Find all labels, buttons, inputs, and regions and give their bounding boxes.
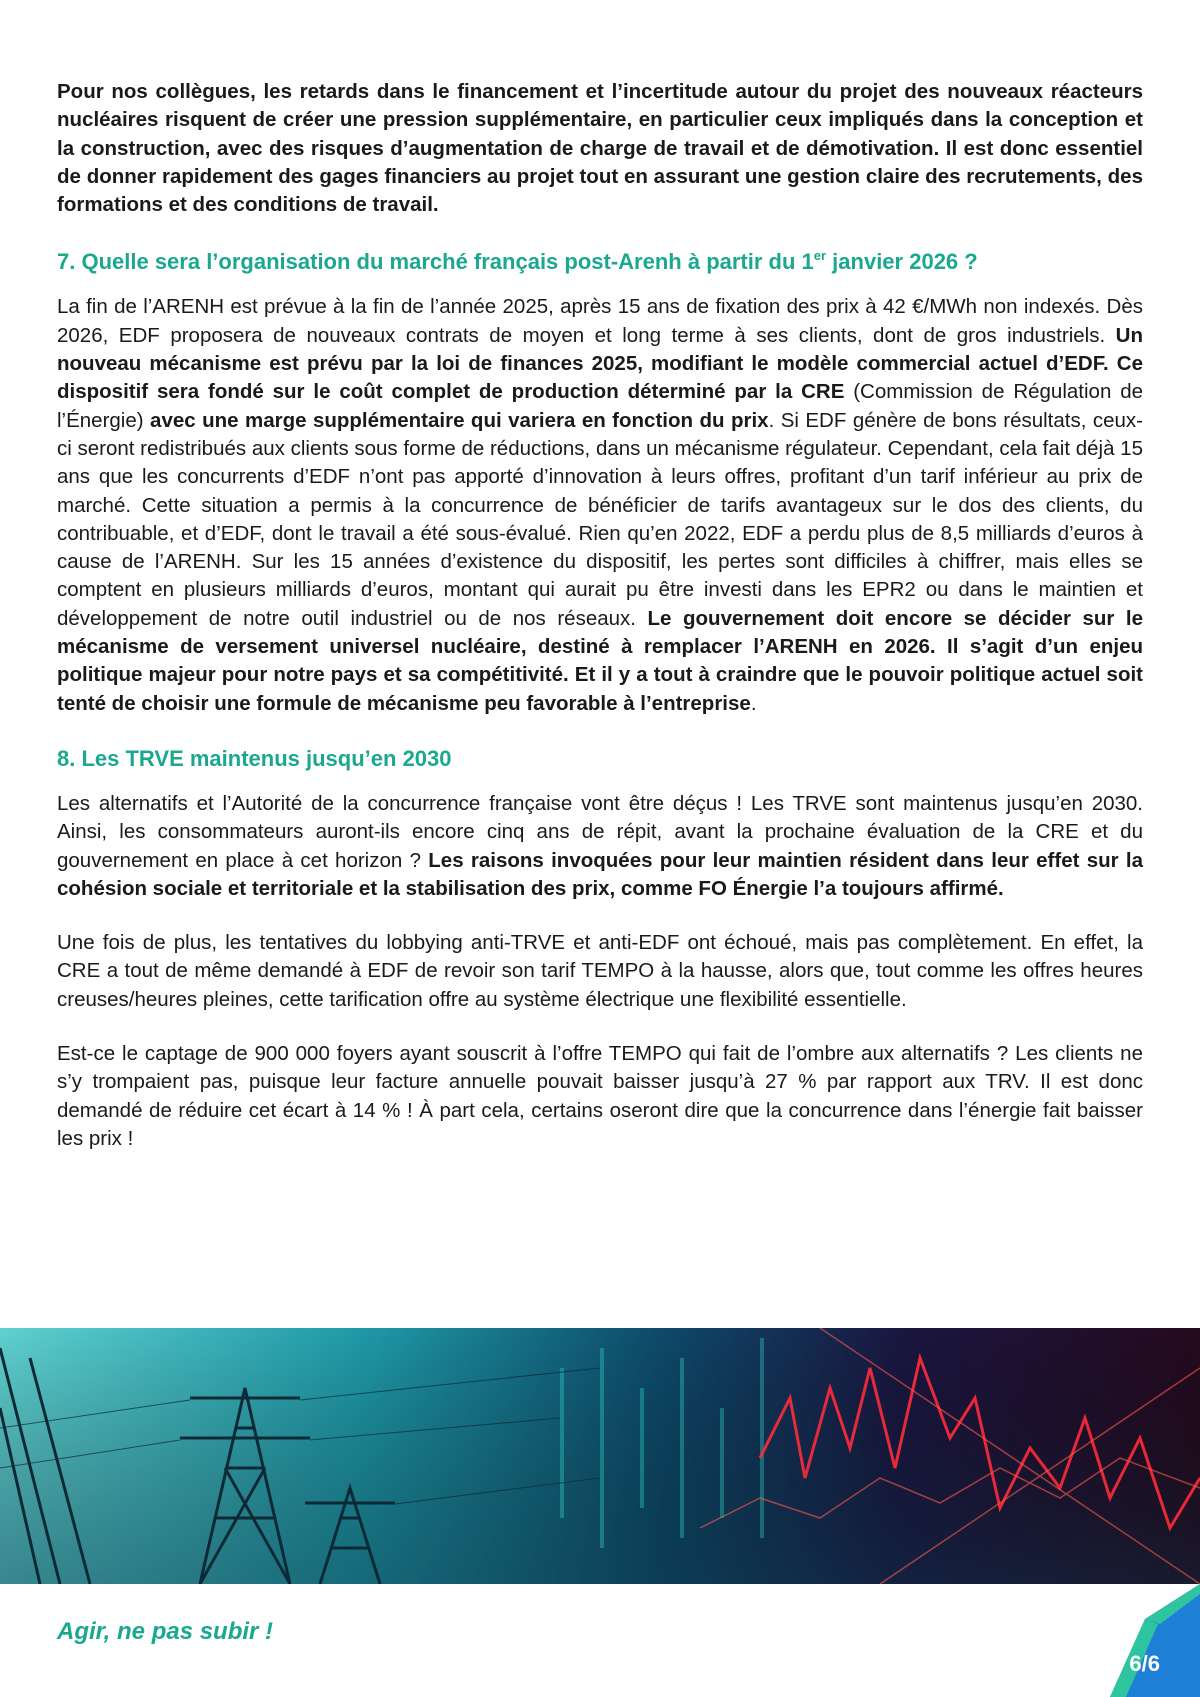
section-8-paragraph-2: Une fois de plus, les tentatives du lobbying anti-TRVE et anti-EDF ont échoué, mais pas complètement. En effet, la CRE a tout de même demandé à EDF de revoir son tarif TEMPO à la hausse, alors que, tout comme les offres heures creuses/heures pleines, cette tarification offre au système électrique une flexibilité essentielle. bbox=[57, 931, 1143, 1011]
section-8-paragraph-3: Est-ce le captage de 900 000 foyers ayant souscrit à l’offre TEMPO qui fait de l’ombre aux alternatifs ? Les clients ne s’y trompaient pas, puisque leur facture annuelle pouvait baisser jusqu’à 27 % par rapport aux TRV. Il est donc demandé de réduire cet écart à 14 % ! À part cela, certains oseront dire que la concurrence dans l’énergie fait baisser les prix ! bbox=[57, 1042, 1143, 1150]
section-8-title: 8. Les TRVE maintenus jusqu’en 2030 bbox=[57, 745, 452, 771]
section-7-title: 7. Quelle sera l’organisation du marché français post-Arenh à partir du 1er janvier 2026 ? bbox=[57, 248, 978, 275]
article-body bbox=[57, 78, 1143, 1153]
section-8-paragraph-1: Les alternatifs et l’Autorité de la concurrence française vont être déçus ! Les TRVE sont maintenus jusqu’en 2030. Ainsi, les consommateurs auront-ils encore cinq ans de répit, avant la prochaine évaluation de la CRE et du gouvernement en place à cet horizon ? Les raisons invoquées pour leur maintien résident dans leur effet sur la cohésion sociale et territoriale et la stabilisation des prix, comme FO Énergie l’a toujours affirmé. bbox=[57, 791, 1143, 900]
page-footer bbox=[0, 1584, 1200, 1697]
corner-decoration bbox=[1050, 1584, 1200, 1697]
energy-banner-image bbox=[0, 1328, 1200, 1584]
slogan: Agir, ne pas subir ! bbox=[57, 1618, 274, 1645]
section-7-paragraph: La fin de l’ARENH est prévue à la fin de l’année 2025, après 15 ans de fixation des prix à 42 €/MWh non indexés. Dès 2026, EDF proposera de nouveaux contrats de moyen et long terme à ses clients, dont de gros industriels. Un nouveau mécanisme est prévu par la loi de finances 2025, modifiant le modèle commercial actuel d’EDF. Ce dispositif sera fondé sur le coût complet de production déterminé par la CRE (Commission de Régulation de l’Énergie) avec une marge supplémentaire qui variera en fonction du prix. Si EDF génère de bons résultats, ceux-ci seront redistribués aux clients sous forme de réductions, dans un mécanisme régulateur. Cependant, cela fait déjà 15 ans que les concurrents d’EDF n’ont pas apporté d’innovation à leurs offres, profitant d’un tarif inférieur au prix de marché. Cette situation a permis à la concurrence de bénéficier de tarifs avantageux sur le dos des clients, du contribuable, et d’EDF, dont le travail a été sous-évalué. Rien qu’en 2022, EDF a perdu plus de 8,5 milliards d’euros à cause de l’ARENH. Sur les 15 années d’existence du dispositif, les pertes sont difficiles à chiffrer, mais elles se comptent en plusieurs milliards d’euros, montant qui aurait pu être investi dans les EPR2 ou dans le maintien et développement de notre outil industriel ou de nos réseaux. Le gouvernement doit encore se décider sur le mécanisme de versement universel nucléaire, destiné à remplacer l’ARENH en 2026. Il s’agit d’un enjeu politique majeur pour notre pays et sa compétitivité. Et il y a tout à craindre que le pouvoir politique actuel soit tenté de choisir une formule de mécanisme peu favorable à l’entreprise. bbox=[57, 295, 1144, 715]
intro-paragraph: Pour nos collègues, les retards dans le financement et l’incertitude autour du projet des nouveaux réacteurs nucléaires risquent de créer une pression supplémentaire, en particulier ceux impliqués dans la conception et la construction, avec des risques d’augmentation de charge de travail et de démotivation. Il est donc essentiel de donner rapidement des gages financiers au projet tout en assurant une gestion claire des recrutements, des formations et des conditions de travail. bbox=[57, 80, 1143, 217]
page-number: 6/6 bbox=[1129, 1651, 1160, 1676]
